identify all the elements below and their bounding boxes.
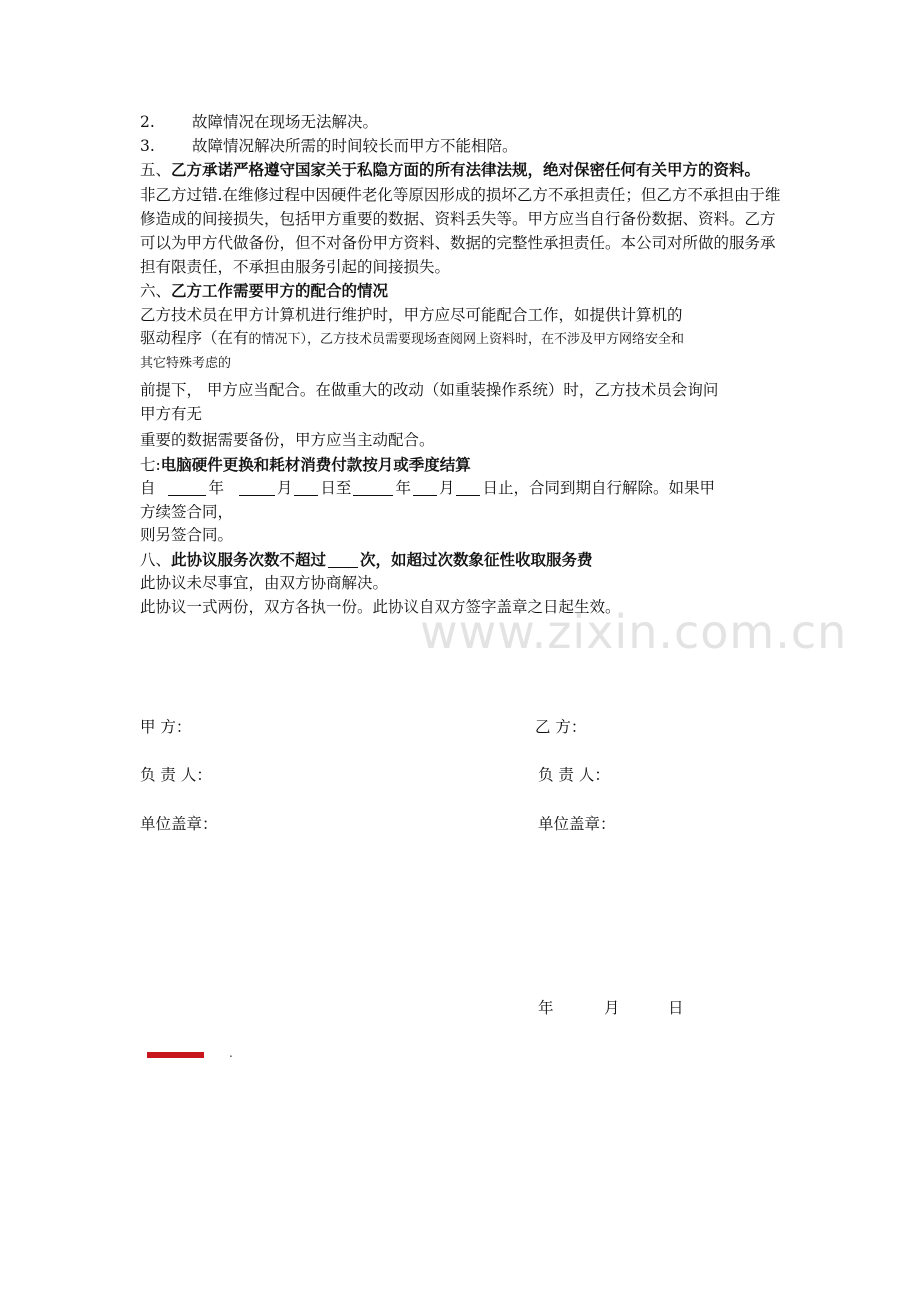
party-a-label: 甲 方： <box>140 718 192 736</box>
text-segment: 驱动程序（在有 <box>140 329 249 348</box>
blank-month-2[interactable] <box>413 479 437 496</box>
blank-year-1[interactable] <box>168 479 206 496</box>
text-year: 年 <box>208 479 224 498</box>
date-day: 日 <box>668 999 684 1017</box>
section-6-line-2 <box>140 327 785 352</box>
party-b-label: 乙 方： <box>535 718 587 736</box>
item-number: 3. <box>140 136 155 155</box>
section-8-line-2: 此协议一式两份，双方各执一份。此协议自双方签字盖章之日起生效。 <box>140 597 621 616</box>
responsible-a-label: 负 责 人： <box>140 766 212 784</box>
blank-month-1[interactable] <box>239 479 275 496</box>
section-title-b: 次，如超过次数象征性收取服务费 <box>360 549 593 569</box>
watermark-text: www.zixin.com.cn <box>420 605 848 659</box>
section-7-line-3: 则另签合同。 <box>140 526 234 545</box>
list-item-3 <box>140 135 785 159</box>
section-7-term-line <box>140 477 785 501</box>
text-day-to: 日至 <box>320 479 352 498</box>
section-5-body: 非乙方过错.在维修过程中因硬件老化等原因形成的损坏乙方不承担责任；但乙方不承担由于维修造成的间接损失，包括甲方重要的数据、资料丢失等。甲方应当自行备份数据、资料。乙方可以为甲方代做备份，但不对备份甲方资料、数据的完整性承担责任。本公司对所做的服务承担有限责任，不承担由服务引起的间接损失。 <box>140 185 781 277</box>
section-prefix: 七: <box>140 455 161 474</box>
section-6-line-1: 乙方技术员在甲方计算机进行维护时，甲方应尽可能配合工作，如提供计算机的 <box>140 305 683 324</box>
section-6-line-6: 重要的数据需要备份，甲方应当主动配合。 <box>140 431 435 450</box>
contract-body <box>140 111 785 619</box>
text-month: 月 <box>438 479 455 498</box>
section-8-line-1: 此协议未尽事宜，由双方协商解决。 <box>140 574 389 593</box>
text-month: 月 <box>276 479 293 498</box>
section-6-heading <box>140 279 785 304</box>
text-day-end: 日止，合同到期自行解除。如果甲 <box>482 479 715 498</box>
section-title-a: 此协议服务次数不超过 <box>171 549 327 569</box>
section-6-line-5: 甲方有无 <box>140 404 203 423</box>
blank-year-2[interactable] <box>353 479 393 496</box>
text-from: 自 <box>140 479 156 498</box>
list-item-2 <box>140 111 785 135</box>
date-year: 年 <box>538 999 554 1017</box>
section-prefix: 八、 <box>140 550 172 569</box>
section-title: 乙方工作需要甲方的配合的情况 <box>171 281 389 301</box>
blank-service-count[interactable] <box>328 551 358 568</box>
seal-b-label: 单位盖章： <box>538 815 616 833</box>
red-footer-bar <box>147 1052 204 1058</box>
responsible-b-label: 负 责 人： <box>538 766 610 784</box>
section-7-line-2: 方续签合同， <box>140 502 234 521</box>
section-title: 乙方承诺严格遵守国家关于私隐方面的所有法律法规，绝对保密任何有关甲方的资料。 <box>171 160 761 179</box>
section-5-heading <box>140 158 785 183</box>
section-6-line-3: 其它特殊考虑的 <box>140 355 232 371</box>
blank-day-2[interactable] <box>456 479 480 496</box>
section-6-line-4: 前提下， 甲方应当配合。在做重大的改动（如重装操作系统）时，乙方技术员会询问 <box>140 381 719 400</box>
text-segment-small: 的情况下），乙方技术员需要现场查阅网上资料时，在不涉及甲方网络安全和 <box>248 332 685 348</box>
item-text: 故障情况在现场无法解决。 <box>192 113 379 131</box>
section-title: 电脑硬件更换和耗材消费付款按月或季度结算 <box>160 454 471 474</box>
section-prefix: 六、 <box>140 282 172 301</box>
section-prefix: 五、 <box>140 161 172 179</box>
seal-a-label: 单位盖章： <box>140 815 218 833</box>
date-month: 月 <box>604 999 620 1017</box>
blank-day-1[interactable] <box>294 479 318 496</box>
text-year: 年 <box>395 479 411 498</box>
section-7-heading <box>140 453 785 478</box>
section-8-heading <box>140 548 785 573</box>
item-number: 2. <box>140 113 155 131</box>
item-text: 故障情况解决所需的时间较长而甲方不能相陪。 <box>192 136 518 155</box>
footer-dot: . <box>229 1046 233 1060</box>
signature-date <box>538 996 684 1018</box>
